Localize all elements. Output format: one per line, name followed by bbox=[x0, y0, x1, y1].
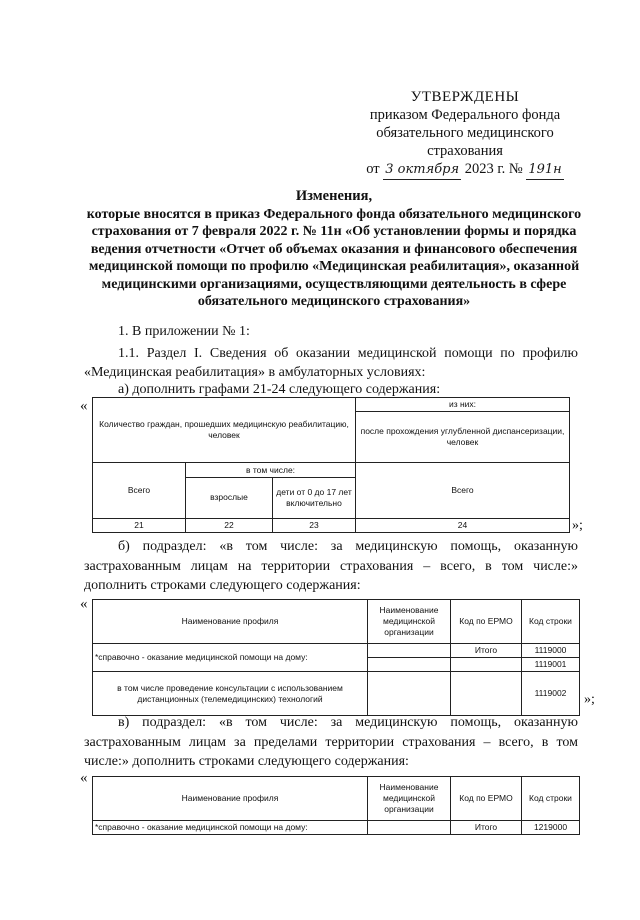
table1-after-exam: после прохождения углубленной диспансеризации, человек bbox=[356, 412, 570, 463]
table1-col-23: 23 bbox=[273, 518, 356, 532]
table3-row1-org bbox=[368, 821, 451, 835]
heading-text: которые вносятся в приказ Федерального фонда обязательного медицинского страхования от 7 февраля 2022 г. № 11н «Об установлении формы и порядка ведения отчетности «Отчет об объемах оказания и финансового обеспечения медицинской помощи по профилю «Медицинская реабилитация», оказанной медицинскими организациями, осуществляющими деятельность в сфере обязательного медицинского страхования» bbox=[86, 206, 582, 309]
table-columns-21-24 bbox=[92, 397, 570, 533]
approval-year: 2023 г. № bbox=[464, 161, 523, 177]
table2-row1-org bbox=[368, 644, 451, 658]
table1-children: дети от 0 до 17 лет включительно bbox=[273, 477, 356, 518]
table-home-care-outside bbox=[92, 776, 580, 835]
table2-row2-ermo bbox=[451, 672, 522, 716]
approval-line-1: приказом Федерального фонда bbox=[369, 107, 561, 123]
paragraph-c-2: застрахованным лицам за пределами территории страхования – всего, в том bbox=[84, 735, 578, 750]
table1-col-21: 21 bbox=[93, 518, 186, 532]
handwritten-number: 191н bbox=[526, 161, 563, 180]
table1-main-header: Количество граждан, прошедших медицинскую реабилитацию, человек bbox=[93, 398, 356, 463]
from-prefix: от bbox=[366, 161, 380, 177]
close-quote-1: »; bbox=[572, 518, 583, 533]
table2-row1-code-2: 1119001 bbox=[522, 658, 580, 672]
table1-total-2: Всего bbox=[356, 463, 570, 518]
table3-row1-code: 1219000 bbox=[522, 821, 580, 835]
document-heading bbox=[80, 188, 588, 311]
table2-header-org: Наименование медицинской организации bbox=[368, 600, 451, 644]
paragraph-1-1: 1.1. Раздел I. Сведения об оказании медицинской помощи по профилю bbox=[118, 346, 578, 361]
paragraph-b-3: дополнить строками следующего содержания: bbox=[84, 578, 361, 593]
paragraph-c-1: в) подраздел: «в том числе: за медицинскую помощь, оказанную bbox=[118, 715, 578, 730]
table2-row1b-org bbox=[368, 658, 451, 672]
table3-header-code: Код строки bbox=[522, 777, 580, 821]
table3-header-profile: Наименование профиля bbox=[93, 777, 368, 821]
table-home-care-territory bbox=[92, 599, 580, 716]
approval-title: УТВЕРЖДЕНЫ bbox=[410, 89, 520, 105]
paragraph-1: 1. В приложении № 1: bbox=[118, 324, 250, 339]
paragraph-b-2: застрахованным лицам на территории страхования – всего, в том числе:» bbox=[84, 559, 578, 574]
paragraph-c-3: числе:» дополнить строками следующего содержания: bbox=[84, 754, 409, 769]
open-quote-3: « bbox=[80, 770, 88, 786]
handwritten-date: 3 октября bbox=[383, 161, 461, 180]
approval-block bbox=[360, 88, 570, 180]
table2-row2-name: в том числе проведение консультации с использованием дистанционных (телемедицинских) технологий bbox=[93, 672, 368, 716]
open-quote-1: « bbox=[80, 398, 88, 414]
table1-including: в том числе: bbox=[186, 463, 356, 477]
table2-row1b-ermo bbox=[451, 658, 522, 672]
paragraph-b-1: б) подраздел: «в том числе: за медицинскую помощь, оказанную bbox=[118, 539, 578, 554]
table3-row1-name: *справочно - оказание медицинской помощи на дому: bbox=[93, 821, 368, 835]
table3-header-org: Наименование медицинской организации bbox=[368, 777, 451, 821]
paragraph-1-1-cont: «Медицинская реабилитация» в амбулаторных условиях: bbox=[84, 365, 426, 380]
table1-of-them: из них: bbox=[356, 398, 570, 412]
table2-header-profile: Наименование профиля bbox=[93, 600, 368, 644]
approval-line-3: страхования bbox=[427, 143, 503, 159]
table2-header-ermo: Код по ЕРМО bbox=[451, 600, 522, 644]
table2-row1-ermo: Итого bbox=[451, 644, 522, 658]
paragraph-a: а) дополнить графами 21-24 следующего содержания: bbox=[118, 382, 441, 397]
heading-title: Изменения, bbox=[295, 188, 373, 204]
table1-col-24: 24 bbox=[356, 518, 570, 532]
table2-row2-org bbox=[368, 672, 451, 716]
table1-adults: взрослые bbox=[186, 477, 273, 518]
table2-row2-code: 1119002 bbox=[522, 672, 580, 716]
table1-total: Всего bbox=[93, 463, 186, 518]
table3-header-ermo: Код по ЕРМО bbox=[451, 777, 522, 821]
approval-line-2: обязательного медицинского bbox=[376, 125, 554, 141]
table2-row1-code-1: 1119000 bbox=[522, 644, 580, 658]
table2-header-code: Код строки bbox=[522, 600, 580, 644]
table2-row1-name: *справочно - оказание медицинской помощи на дому: bbox=[93, 644, 368, 672]
table3-row1-ermo: Итого bbox=[451, 821, 522, 835]
open-quote-2: « bbox=[80, 596, 88, 612]
approval-date-line bbox=[360, 160, 570, 180]
table1-col-22: 22 bbox=[186, 518, 273, 532]
close-quote-2: »; bbox=[584, 692, 595, 707]
